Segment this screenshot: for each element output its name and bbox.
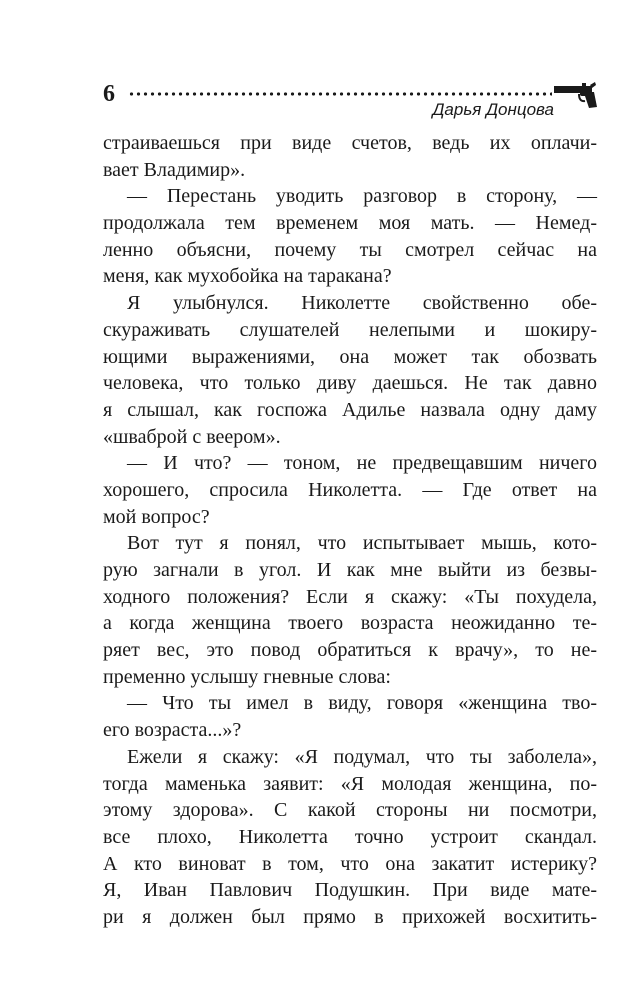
text-line: его возраста...»? <box>103 719 242 742</box>
text-line: тогда маменька заявит: «Я молодая женщина, по- <box>103 772 597 795</box>
text-line: все плохо, Николетта точно устроит скандал. <box>103 825 597 848</box>
dotted-rule <box>128 92 552 96</box>
text-line: а когда женщина твоего возраста неожиданно те- <box>103 612 597 635</box>
text-line: скураживать слушателей нелепыми и шокиру- <box>103 318 597 341</box>
text-line: страиваешься при виде счетов, ведь их оплачи- <box>103 132 597 154</box>
text-line: Я, Иван Павлович Подушкин. При виде мате- <box>103 879 597 902</box>
text-line: продолжала тем временем моя мать. — Немед- <box>103 212 597 235</box>
text-line: ри я должен был прямо в прихожей восхитить- <box>103 905 597 928</box>
text-line: пременно услышу гневные слова: <box>103 665 391 688</box>
text-line: ющими выражениями, она может так обозвать <box>103 345 597 368</box>
revolver-icon <box>552 80 598 110</box>
text-line: «шваброй с веером». <box>103 425 281 448</box>
running-header-author: Дарья Донцова <box>432 100 554 119</box>
text-line: мой вопрос? <box>103 505 210 528</box>
body-text <box>103 130 597 931</box>
page-number: 6 <box>103 81 115 107</box>
text-line: рую загнали в угол. И как мне выйти из безвы- <box>103 559 597 581</box>
text-line: ряет вес, это повод обратиться к врачу», то не- <box>103 639 597 662</box>
text-line: меня, как мухобойка на таракана? <box>103 265 392 288</box>
text-line: ленно объясни, почему ты смотрел сейчас на <box>103 238 597 261</box>
text-line: А кто виноват в том, что она закатит истерику? <box>103 852 597 875</box>
text-line: — Перестань уводить разговор в сторону, — <box>127 185 597 208</box>
text-line: Я улыбнулся. Николетте свойственно обе- <box>127 292 597 315</box>
text-line: хорошего, спросила Николетта. — Где ответ на <box>103 478 597 501</box>
text-line: этому здорова». С какой стороны ни посмотри, <box>103 799 597 822</box>
text-line: человека, что только диву даешься. Не так давно <box>103 372 597 395</box>
text-line: — И что? — тоном, не предвещавшим ничего <box>127 452 597 475</box>
text-line: Ежели я скажу: «Я подумал, что ты заболела», <box>127 745 597 768</box>
text-line: вает Владимир». <box>103 158 246 181</box>
text-line: — Что ты имел в виду, говоря «женщина тво- <box>127 692 597 715</box>
text-line: ходного положения? Если я скажу: «Ты похудела, <box>103 585 597 608</box>
text-line: Вот тут я понял, что испытывает мышь, кото- <box>127 532 597 555</box>
text-line: я слышал, как госпожа Адилье назвала одну даму <box>103 398 597 421</box>
